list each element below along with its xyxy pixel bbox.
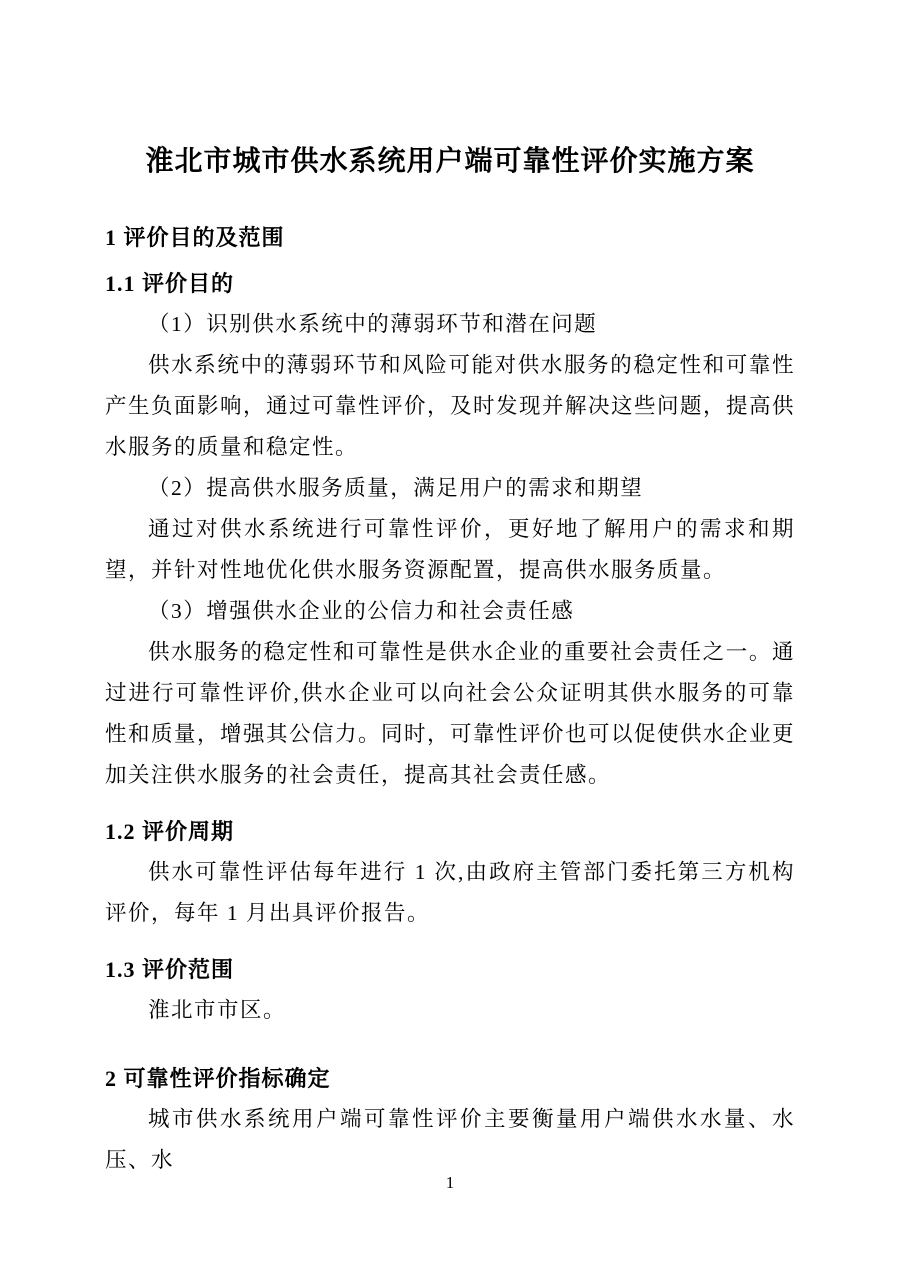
doc-title: 淮北市城市供水系统用户端可靠性评价实施方案 xyxy=(145,146,755,177)
paragraph-indicators-intro: 城市供水系统用户端可靠性评价主要衡量用户端供水水量、水压、水 xyxy=(105,1107,795,1172)
subsection-heading-1-1: 1.1 评价目的 xyxy=(105,271,235,296)
section-heading-1: 1 评价目的及范围 xyxy=(105,225,285,250)
paragraph-body-3: 供水服务的稳定性和可靠性是供水企业的重要社会责任之一。通过进行可靠性评价,供水企业可以向社会公众证明其供水服务的可靠性和质量，增强其公信力。同时，可靠性评价也可以促使供水企业更加关注供水服务的社会责任，提高其社会责任感。 xyxy=(105,640,796,787)
section-heading-2: 2 可靠性评价指标确定 xyxy=(105,1066,331,1091)
page-number: 1 xyxy=(445,1173,455,1192)
paragraph-body-2: 通过对供水系统进行可靠性评价，更好地了解用户的需求和期望，并针对性地优化供水服务资源配置，提高供水服务质量。 xyxy=(105,517,795,582)
subsection-heading-1-2: 1.2 评价周期 xyxy=(105,819,235,844)
subsection-heading-1-3: 1.3 评价范围 xyxy=(105,957,235,982)
paragraph-body-1: 供水系统中的薄弱环节和风险可能对供水服务的稳定性和可靠性产生负面影响，通过可靠性评价，及时发现并解决这些问题，提高供水服务的质量和稳定性。 xyxy=(105,353,796,459)
paragraph-item-3: （3）增强供水企业的公信力和社会责任感 xyxy=(148,599,575,623)
paragraph-item-1: （1）识别供水系统中的薄弱环节和潜在问题 xyxy=(148,312,598,336)
paragraph-item-2: （2）提高供水服务质量，满足用户的需求和期望 xyxy=(148,476,644,500)
paragraph-eval-scope: 淮北市市区。 xyxy=(148,998,287,1022)
paragraph-eval-cycle: 供水可靠性评估每年进行 1 次,由政府主管部门委托第三方机构评价，每年 1 月出具评价报告。 xyxy=(105,860,795,925)
